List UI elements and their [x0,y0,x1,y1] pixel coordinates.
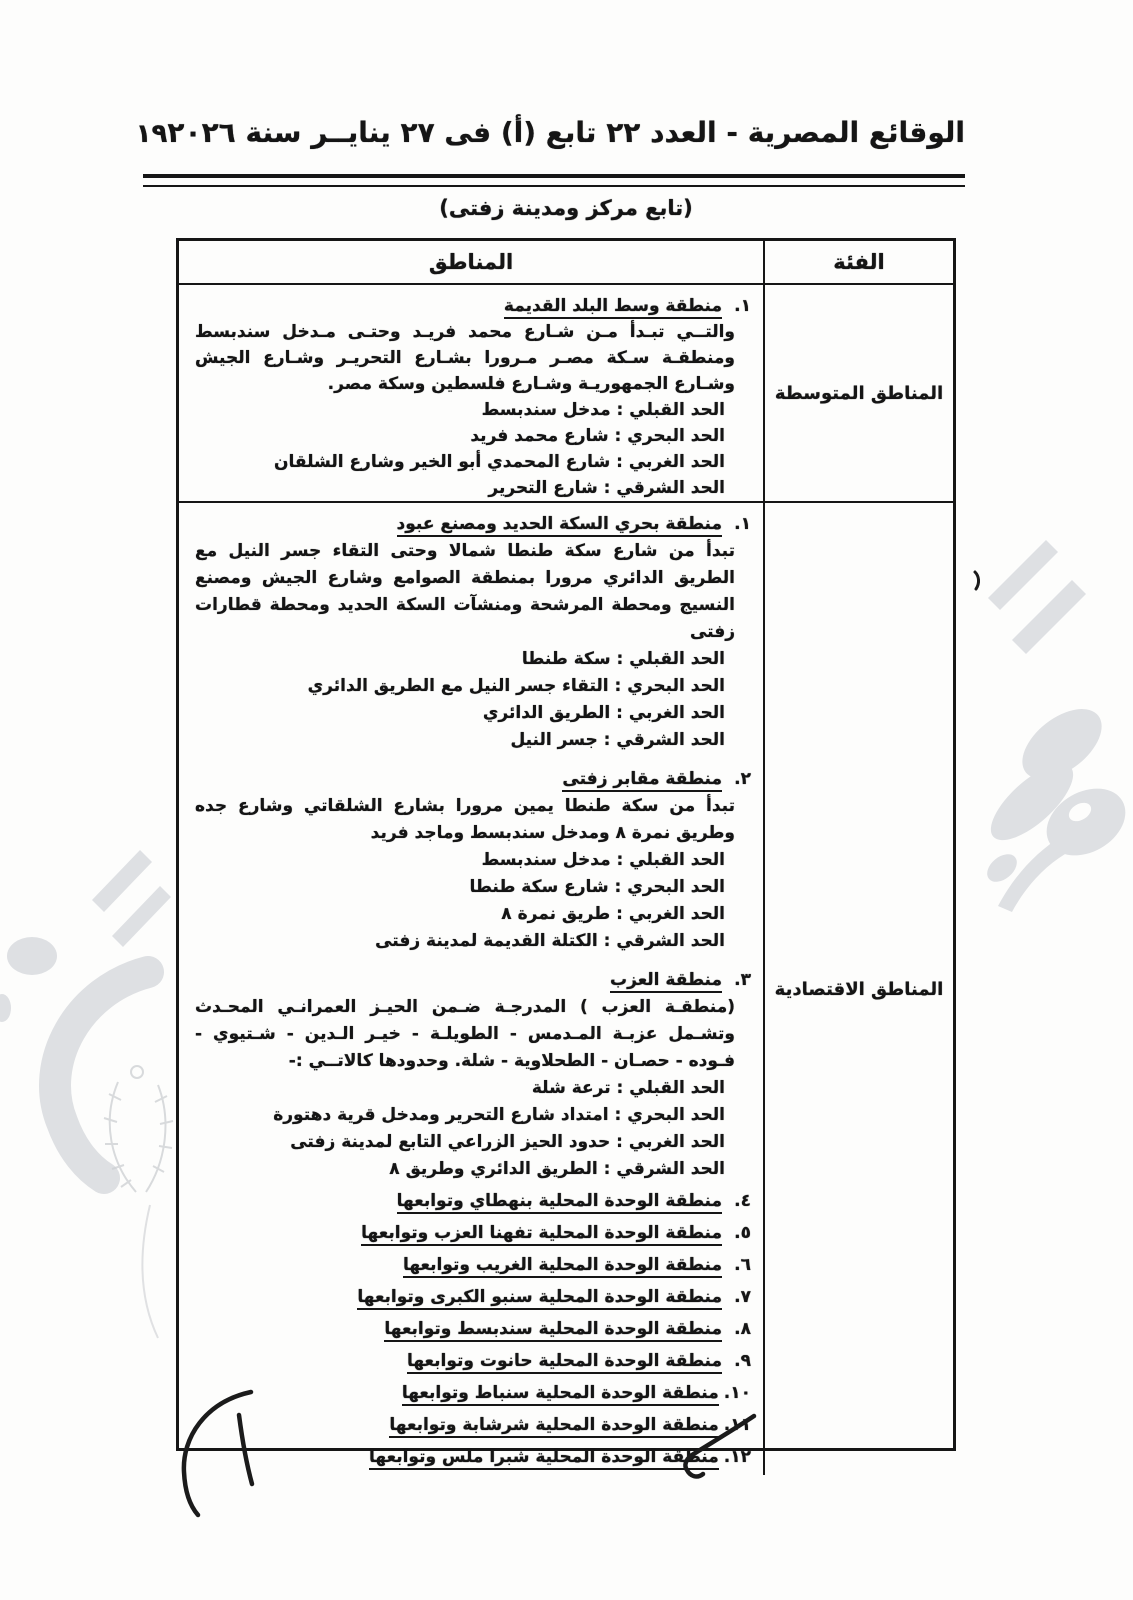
zone-number: ٢. [734,769,751,789]
zone-block [193,967,751,1183]
page-header [135,116,965,149]
zone-bound-north: الحد البحري : التقاء جسر النيل مع الطريق الدائري [307,676,725,696]
zone-title: منطقة الوحدة المحلية سندبسط وتوابعها [384,1319,722,1342]
column-header-zones: المناطق [179,241,763,285]
zone-block [193,1284,751,1311]
zone-bound-north: الحد البحري : امتداد شارع التحرير ومدخل قرية دهتورة [273,1105,725,1125]
zone-number: ٧. [734,1287,751,1307]
zone-number: ١١. [723,1415,751,1435]
column-header-category: الفئة [763,241,953,285]
zone-heading-line [193,511,751,538]
zone-bound-west: الحد الغربي : حدود الحيز الزراعي التابع لمدينة زفتى [290,1132,725,1152]
zone-bound-south: الحد القبلي : مدخل سندبسط [481,850,725,870]
zone-bound-north: الحد البحري : شارع سكة طنطا [469,877,725,897]
zones-table [176,238,956,1467]
zone-bound-east: الحد الشرقي : شارع التحرير [488,478,725,498]
zone-block [193,1380,751,1407]
zone-block [193,1220,751,1247]
zone-number: ٩. [734,1351,751,1371]
zone-bounds [193,646,751,754]
zone-block [193,1252,751,1279]
zone-title: منطقة الوحدة المحلية حانوت وتوابعها [407,1351,722,1374]
zone-number: ٥. [734,1223,751,1243]
zone-title: منطقة مقابر زفتى [562,769,722,792]
gazette-header-line: الوقائع المصرية - العدد ٢٢ تابع (أ) فى ٢٧ ينايــر سنة ٢٠٢٦ [167,116,965,149]
zone-number: ٦. [734,1255,751,1275]
zone-bound-east: الحد الشرقي : الطريق الدائري وطريق ٨ [389,1159,725,1179]
zone-number: ٤. [734,1191,751,1211]
zone-block [193,511,751,754]
zone-block [193,1348,751,1375]
zone-title: منطقة الوحدة المحلية بنهطاي وتوابعها [397,1191,722,1214]
zone-title: منطقة الوحدة المحلية سنباط وتوابعها [402,1383,719,1406]
zone-bounds [193,847,751,955]
zone-title: منطقة العزب [610,970,722,993]
zone-bounds [193,397,751,501]
zone-number: ١. [734,514,751,534]
zone-description: تبدأ من شارع سكة طنطا شمالا وحتى التقاء جسر النيل مع الطريق الدائري مرورا بمنطقة الصوامع وشارع الجيش ومصنع النسيج ومحطة المرشحة ومنشآت السكة الحديد ومحطة قطارات زفتى [195,541,735,642]
zone-bound-south: الحد القبلي : مدخل سندبسط [481,400,725,420]
zone-title: منطقة الوحدة المحلية سنبو الكبرى وتوابعها [357,1287,722,1310]
zones-cell-economic [179,503,763,1475]
page-number: ١٩ [135,119,168,149]
zone-block [193,1412,751,1439]
zone-title: منطقة الوحدة المحلية تفهنا العزب وتوابعها [361,1223,722,1246]
zones-cell-intermediate [179,285,763,503]
zone-number: ٣. [734,970,751,990]
zone-block [193,1188,751,1215]
zone-bounds [193,1075,751,1183]
zone-number: ١٢. [723,1447,751,1467]
zone-bound-east: الحد الشرقي : الكتلة القديمة لمدينة زفتى [375,931,725,951]
zone-description: (منطقـة العزب ) المدرجـة ضـمن الحيـز العمرانـي المحـدث وتشـمل عزبـة المـدمس - الطويلـة - خيـر الـدين - شـتيوي - فـوده - حصـان - الطحلاوية - شلة. وحدودها كالاتــي :- [195,997,735,1071]
header-rule [143,174,965,187]
zone-heading-line [193,967,751,994]
zone-description: تبدأ من سكة طنطا يمين مرورا بشارع الشلقاتي وشارع جده وطريق نمرة ٨ ومدخل سندبسط وماجد فريد [195,796,735,843]
zone-bound-north: الحد البحري : شارع محمد فريد [470,426,725,446]
zone-number: ١. [734,296,751,316]
zone-number: ٨. [734,1319,751,1339]
zone-block [193,1444,751,1471]
zone-block [193,1316,751,1343]
zone-number: ١٠. [723,1383,751,1403]
zone-title: منطقة الوحدة المحلية شرشابة وتوابعها [389,1415,718,1438]
zone-block [193,293,751,501]
zone-bound-west: الحد الغربي : الطريق الدائري [482,703,725,723]
zone-bound-south: الحد القبلي : سكة طنطا [521,649,725,669]
zone-bound-west: الحد الغربي : طريق نمرة ٨ [501,904,725,924]
zone-title: منطقة الوحدة المحلية الغريب وتوابعها [403,1255,722,1278]
zone-heading-line [193,293,751,319]
category-cell-economic: المناطق الاقتصادية [763,503,953,1475]
zone-heading-line [193,766,751,793]
zone-block [193,766,751,955]
category-cell-intermediate: المناطق المتوسطة [763,285,953,503]
zone-title: منطقة بحري السكة الحديد ومصنع عبود [397,514,722,537]
zone-title: منطقة وسط البلد القديمة [504,296,722,319]
zone-bound-south: الحد القبلي : ترعة شلة [531,1078,725,1098]
zone-bound-east: الحد الشرقي : جسر النيل [510,730,725,750]
zone-bound-west: الحد الغربي : شارع المحمدي أبو الخير وشارع الشلقان [273,452,725,472]
zone-title: منطقة الوحدة المحلية شبرا ملس وتوابعها [369,1447,719,1470]
zone-description: والتــي تبـدأ مـن شـارع محمد فريـد وحتـى مـدخل سندبسط ومنطقـة سـكة مصـر مـرورا بشـارع التحريـر وشـارع الجيش وشـارع الجمهوريـة وشـارع فلسطين وسكة مصر. [195,322,735,394]
table-title: (تابع مركز ومدينة زفتى) [439,196,693,220]
